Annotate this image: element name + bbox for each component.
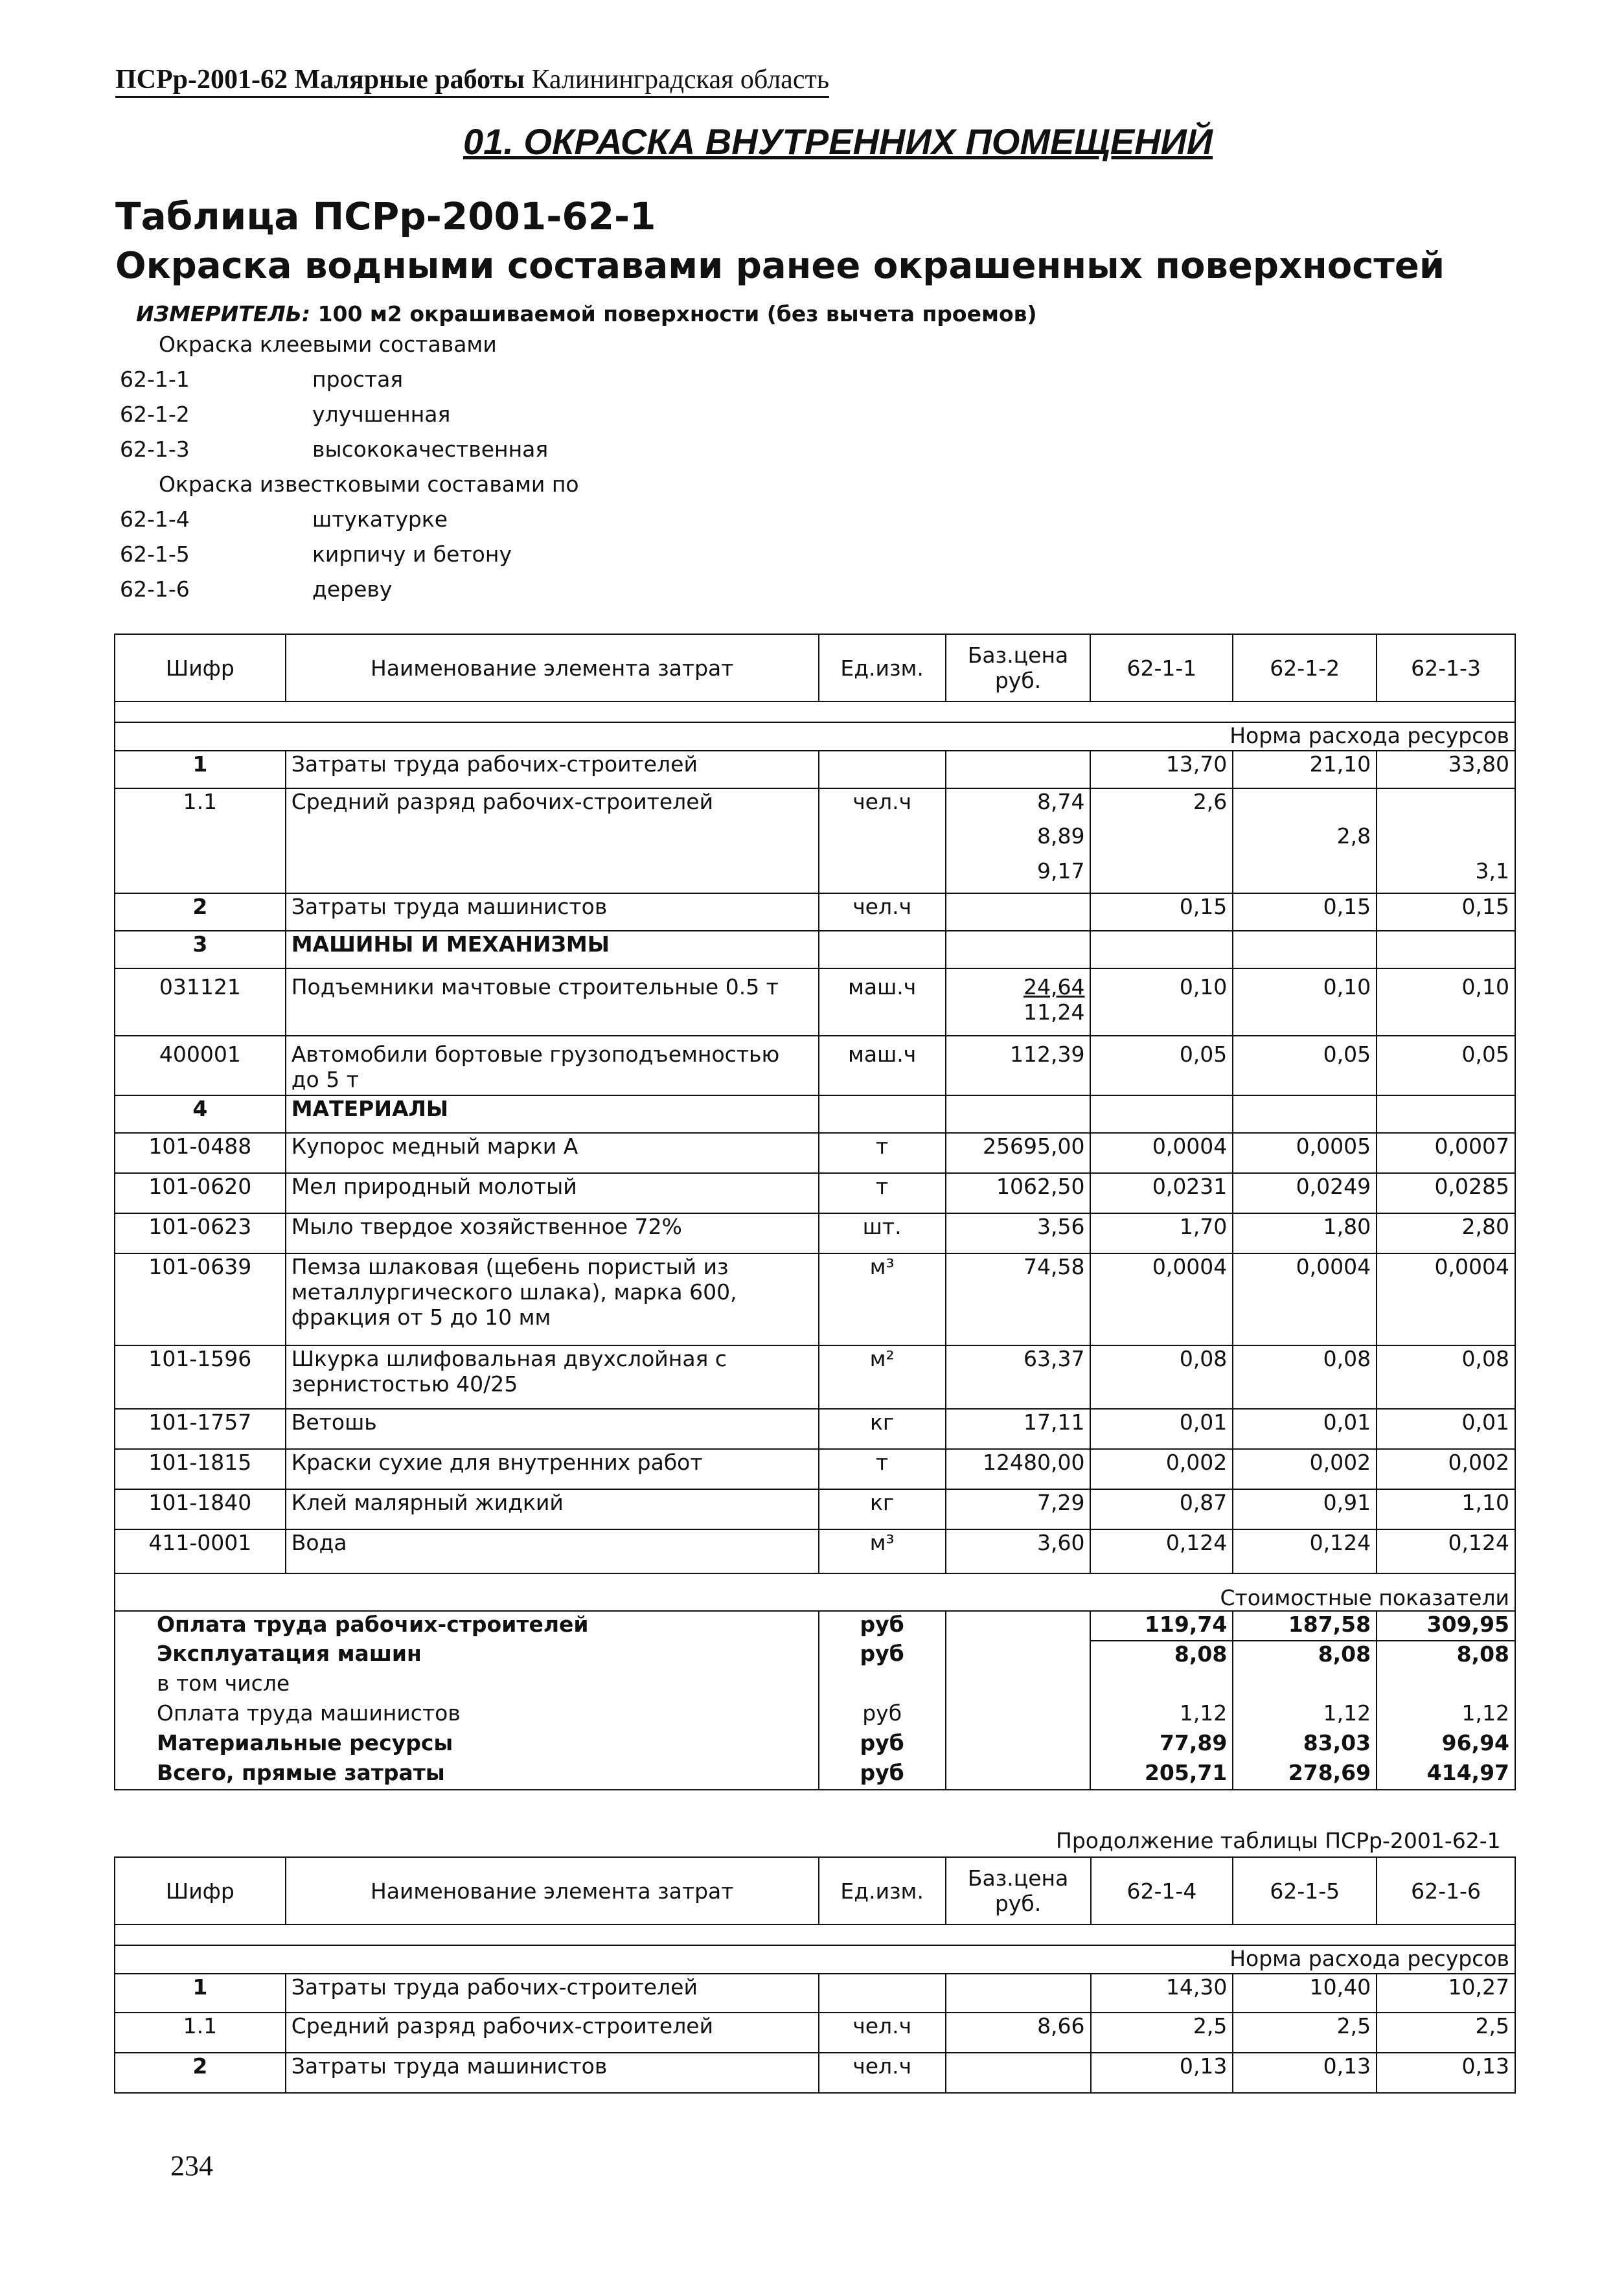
row-price-alt: 11,24 bbox=[1023, 999, 1085, 1025]
row-code: 3 bbox=[115, 931, 286, 968]
running-header bbox=[115, 63, 829, 98]
row-value: 0,124 bbox=[1377, 1529, 1515, 1573]
row-value: 2,8 bbox=[1233, 823, 1377, 858]
cost-value: 187,58 bbox=[1233, 1611, 1377, 1641]
row-value: 0,002 bbox=[1233, 1449, 1377, 1489]
item-code: 62-1-2 bbox=[120, 402, 190, 427]
row-code: 101-1596 bbox=[115, 1345, 286, 1409]
cost-empty bbox=[946, 1611, 1091, 1641]
table-row bbox=[115, 1173, 1515, 1213]
row-value bbox=[1090, 823, 1233, 858]
row-price-cell bbox=[946, 968, 1091, 1036]
cost-value: 8,08 bbox=[1377, 1641, 1515, 1671]
row-unit: т bbox=[819, 1173, 946, 1213]
table-row bbox=[115, 751, 1515, 788]
cost-empty bbox=[946, 1700, 1091, 1730]
norm-label: Норма расхода ресурсов bbox=[115, 1945, 1515, 1974]
table-row bbox=[115, 788, 1515, 823]
row-code: 411-0001 bbox=[115, 1529, 286, 1573]
table-row bbox=[115, 1213, 1515, 1253]
measurer-text: 100 м2 окрашиваемой поверхности (без вычета проемов) bbox=[317, 301, 1037, 326]
row-name: Затраты труда рабочих-строителей bbox=[286, 751, 819, 788]
row-price: 9,17 bbox=[946, 858, 1091, 893]
row-value bbox=[1377, 788, 1515, 823]
row-code: 101-1815 bbox=[115, 1449, 286, 1489]
row-price bbox=[946, 1974, 1091, 2013]
row-value: 10,27 bbox=[1377, 1974, 1515, 2013]
table-row bbox=[115, 1345, 1515, 1409]
row-value: 0,0004 bbox=[1090, 1133, 1233, 1173]
row-value bbox=[1233, 1095, 1377, 1133]
row-value: 0,01 bbox=[1377, 1409, 1515, 1449]
row-price: 3,60 bbox=[946, 1529, 1091, 1573]
row-code: 4 bbox=[115, 1095, 286, 1133]
header-col: 62-1-4 bbox=[1091, 1857, 1233, 1924]
header-price: Баз.цена руб. bbox=[946, 634, 1091, 702]
cost-value bbox=[1377, 1671, 1515, 1700]
row-unit: шт. bbox=[819, 1213, 946, 1253]
table-row bbox=[115, 1489, 1515, 1529]
row-value: 2,5 bbox=[1091, 2013, 1233, 2053]
row-value: 0,05 bbox=[1233, 1036, 1377, 1095]
item-name: простая bbox=[312, 367, 404, 392]
cost-row bbox=[115, 1641, 1515, 1671]
spacer-row bbox=[115, 702, 1515, 722]
cost-unit: руб bbox=[819, 1611, 946, 1641]
item-code: 62-1-3 bbox=[120, 437, 190, 462]
row-price: 8,66 bbox=[946, 2013, 1091, 2053]
cost-value: 205,71 bbox=[1090, 1760, 1233, 1790]
cost-value: 1,12 bbox=[1090, 1700, 1233, 1730]
row-value: 0,91 bbox=[1233, 1489, 1377, 1529]
row-value bbox=[1233, 858, 1377, 893]
row-value: 3,1 bbox=[1377, 858, 1515, 893]
item-name: кирпичу и бетону bbox=[312, 542, 512, 567]
row-code: 101-0620 bbox=[115, 1173, 286, 1213]
header-name: Наименование элемента затрат bbox=[286, 1857, 819, 1924]
row-unit: чел.ч bbox=[819, 2013, 946, 2053]
table-row bbox=[115, 2053, 1515, 2093]
table-number: Таблица ПСРр-2001-62-1 bbox=[115, 194, 656, 238]
row-unit bbox=[819, 931, 946, 968]
cost-empty bbox=[946, 1730, 1091, 1760]
row-code: 2 bbox=[115, 893, 286, 931]
row-name: Средний разряд рабочих-строителей bbox=[286, 788, 819, 823]
cost-empty bbox=[946, 1760, 1091, 1790]
row-unit: чел.ч bbox=[819, 893, 946, 931]
row-value: 33,80 bbox=[1377, 751, 1515, 788]
row-value: 0,01 bbox=[1233, 1409, 1377, 1449]
table-row bbox=[115, 1974, 1515, 2013]
row-code: 031121 bbox=[115, 968, 286, 1036]
row-value: 0,10 bbox=[1233, 968, 1377, 1036]
row-value: 0,08 bbox=[1090, 1345, 1233, 1409]
cost-row bbox=[115, 1611, 1515, 1641]
section-row bbox=[115, 1095, 1515, 1133]
row-code: 101-1757 bbox=[115, 1409, 286, 1449]
cost-value: 83,03 bbox=[1233, 1730, 1377, 1760]
row-unit: кг bbox=[819, 1409, 946, 1449]
row-value: 0,0007 bbox=[1377, 1133, 1515, 1173]
cost-value: 77,89 bbox=[1090, 1730, 1233, 1760]
cost-row bbox=[115, 1730, 1515, 1760]
cost-row bbox=[115, 1671, 1515, 1700]
table-row bbox=[115, 858, 1515, 893]
cost-unit bbox=[819, 1671, 946, 1700]
header-price: Баз.цена руб. bbox=[946, 1857, 1091, 1924]
continuation-label: Продолжение таблицы ПСРр-2001-62-1 bbox=[1056, 1828, 1501, 1853]
item-name: улучшенная bbox=[312, 402, 451, 427]
row-value: 0,13 bbox=[1091, 2053, 1233, 2093]
row-unit: маш.ч bbox=[819, 968, 946, 1036]
row-value: 0,87 bbox=[1090, 1489, 1233, 1529]
cost-value: 309,95 bbox=[1377, 1611, 1515, 1641]
cost-unit: руб bbox=[819, 1730, 946, 1760]
cost-empty bbox=[946, 1671, 1091, 1700]
header-unit: Ед.изм. bbox=[819, 1857, 946, 1924]
row-code: 101-0623 bbox=[115, 1213, 286, 1253]
cost-value: 8,08 bbox=[1233, 1641, 1377, 1671]
row-code: 1 bbox=[115, 1974, 286, 2013]
row-value bbox=[1377, 931, 1515, 968]
row-value: 0,0004 bbox=[1233, 1253, 1377, 1345]
row-price: 25695,00 bbox=[946, 1133, 1091, 1173]
row-value: 10,40 bbox=[1233, 1974, 1377, 2013]
table-title: Окраска водными составами ранее окрашенных поверхностей bbox=[115, 245, 1445, 287]
norm-label: Норма расхода ресурсов bbox=[115, 722, 1515, 751]
row-name: Купорос медный марки А bbox=[286, 1133, 819, 1173]
cost-unit: руб bbox=[819, 1700, 946, 1730]
table-row bbox=[115, 1133, 1515, 1173]
row-value: 0,0005 bbox=[1233, 1133, 1377, 1173]
row-value: 0,0249 bbox=[1233, 1173, 1377, 1213]
row-name: Пемза шлаковая (щебень пористый из металлургического шлака), марка 600, фракция от 5 до 10 мм bbox=[286, 1253, 819, 1345]
cost-value: 1,12 bbox=[1233, 1700, 1377, 1730]
row-value bbox=[1233, 788, 1377, 823]
table-row bbox=[115, 1036, 1515, 1095]
row-value: 0,13 bbox=[1377, 2053, 1515, 2093]
cost-value bbox=[1090, 1671, 1233, 1700]
row-unit: чел.ч bbox=[819, 788, 946, 823]
cost-name: Эксплуатация машин bbox=[115, 1641, 819, 1671]
header-unit: Ед.изм. bbox=[819, 634, 946, 702]
row-unit bbox=[819, 1095, 946, 1133]
table-row bbox=[115, 1449, 1515, 1489]
row-price: 112,39 bbox=[946, 1036, 1091, 1095]
row-value: 14,30 bbox=[1091, 1974, 1233, 2013]
item-code: 62-1-4 bbox=[120, 507, 190, 532]
row-code: 1 bbox=[115, 751, 286, 788]
row-value: 0,01 bbox=[1090, 1409, 1233, 1449]
row-unit: м² bbox=[819, 1345, 946, 1409]
row-value bbox=[1090, 858, 1233, 893]
row-name: Краски сухие для внутренних работ bbox=[286, 1449, 819, 1489]
row-name: Ветошь bbox=[286, 1409, 819, 1449]
norm-label-row bbox=[115, 722, 1515, 751]
row-code: 101-0488 bbox=[115, 1133, 286, 1173]
row-value: 1,80 bbox=[1233, 1213, 1377, 1253]
row-value: 2,5 bbox=[1377, 2013, 1515, 2053]
table-row bbox=[115, 1529, 1515, 1573]
cost-unit: руб bbox=[819, 1641, 946, 1671]
row-value bbox=[1377, 823, 1515, 858]
cost-name: Всего, прямые затраты bbox=[115, 1760, 819, 1790]
row-code: 1.1 bbox=[115, 2013, 286, 2053]
row-value: 0,05 bbox=[1377, 1036, 1515, 1095]
row-price bbox=[946, 2053, 1091, 2093]
row-price: 17,11 bbox=[946, 1409, 1091, 1449]
cost-name: Материальные ресурсы bbox=[115, 1730, 819, 1760]
row-name bbox=[286, 823, 819, 858]
row-name: Подъемники мачтовые строительные 0.5 т bbox=[286, 968, 819, 1036]
row-name: Затраты труда машинистов bbox=[286, 2053, 819, 2093]
row-value: 0,15 bbox=[1090, 893, 1233, 931]
row-name: Шкурка шлифовальная двухслойная с зернистостью 40/25 bbox=[286, 1345, 819, 1409]
row-value: 0,0004 bbox=[1377, 1253, 1515, 1345]
table-row bbox=[115, 1409, 1515, 1449]
measurer bbox=[136, 301, 1037, 326]
row-price bbox=[946, 1095, 1091, 1133]
header-code: Шифр bbox=[115, 1857, 286, 1924]
row-value: 0,08 bbox=[1233, 1345, 1377, 1409]
row-price: 1062,50 bbox=[946, 1173, 1091, 1213]
row-name: МАТЕРИАЛЫ bbox=[286, 1095, 819, 1133]
row-name: Затраты труда рабочих-строителей bbox=[286, 1974, 819, 2013]
row-price: 24,64 bbox=[1023, 974, 1085, 999]
cost-value: 1,12 bbox=[1377, 1700, 1515, 1730]
row-unit: т bbox=[819, 1449, 946, 1489]
row-name: МАШИНЫ И МЕХАНИЗМЫ bbox=[286, 931, 819, 968]
row-value: 0,002 bbox=[1377, 1449, 1515, 1489]
row-value: 0,13 bbox=[1233, 2053, 1377, 2093]
cost-name: Оплата труда машинистов bbox=[115, 1700, 819, 1730]
table-header-row bbox=[115, 634, 1515, 702]
table-row bbox=[115, 893, 1515, 931]
header-name: Наименование элемента затрат bbox=[286, 634, 819, 702]
row-value: 0,15 bbox=[1377, 893, 1515, 931]
row-unit bbox=[819, 1974, 946, 2013]
row-value bbox=[1377, 1095, 1515, 1133]
row-price bbox=[946, 751, 1091, 788]
cost-value: 119,74 bbox=[1090, 1611, 1233, 1641]
row-price: 74,58 bbox=[946, 1253, 1091, 1345]
row-value: 0,0231 bbox=[1090, 1173, 1233, 1213]
row-price: 7,29 bbox=[946, 1489, 1091, 1529]
header-col: 62-1-1 bbox=[1090, 634, 1233, 702]
cost-label: Стоимостные показатели bbox=[115, 1573, 1515, 1611]
header-col: 62-1-2 bbox=[1233, 634, 1377, 702]
resource-table-1 bbox=[114, 634, 1516, 1790]
row-code: 101-1840 bbox=[115, 1489, 286, 1529]
row-code: 101-0639 bbox=[115, 1253, 286, 1345]
item-code: 62-1-5 bbox=[120, 542, 190, 567]
row-unit: кг bbox=[819, 1489, 946, 1529]
measurer-label: ИЗМЕРИТЕЛЬ: bbox=[136, 301, 311, 326]
item-group-label: Окраска известковыми составами по bbox=[159, 472, 579, 497]
row-code: 2 bbox=[115, 2053, 286, 2093]
cost-name: в том числе bbox=[115, 1671, 819, 1700]
row-price: 8,89 bbox=[946, 823, 1091, 858]
cost-label-row bbox=[115, 1573, 1515, 1611]
row-value bbox=[1090, 931, 1233, 968]
header-col: 62-1-5 bbox=[1233, 1857, 1377, 1924]
row-name: Автомобили бортовые грузоподъемностью до 5 т bbox=[286, 1036, 819, 1095]
cost-row bbox=[115, 1760, 1515, 1790]
table-row bbox=[115, 968, 1515, 1036]
row-unit: м³ bbox=[819, 1529, 946, 1573]
row-value: 0,124 bbox=[1090, 1529, 1233, 1573]
row-value: 2,80 bbox=[1377, 1213, 1515, 1253]
header-code: ПСРр-2001-62 Малярные работы bbox=[115, 65, 525, 95]
cost-value: 414,97 bbox=[1377, 1760, 1515, 1790]
section-title: 01. ОКРАСКА ВНУТРЕННИХ ПОМЕЩЕНИЙ bbox=[463, 121, 1213, 162]
cost-empty bbox=[946, 1641, 1091, 1671]
section-row bbox=[115, 931, 1515, 968]
row-unit: т bbox=[819, 1133, 946, 1173]
item-name: штукатурке bbox=[312, 507, 448, 532]
row-value bbox=[1090, 1095, 1233, 1133]
row-value: 2,6 bbox=[1090, 788, 1233, 823]
cost-row bbox=[115, 1700, 1515, 1730]
row-value: 0,124 bbox=[1233, 1529, 1377, 1573]
cost-name: Оплата труда рабочих-строителей bbox=[115, 1611, 819, 1641]
row-unit bbox=[819, 823, 946, 858]
row-price: 63,37 bbox=[946, 1345, 1091, 1409]
table-header-row bbox=[115, 1857, 1515, 1924]
row-unit: чел.ч bbox=[819, 2053, 946, 2093]
row-price bbox=[946, 893, 1091, 931]
row-unit bbox=[819, 751, 946, 788]
row-price: 12480,00 bbox=[946, 1449, 1091, 1489]
row-code bbox=[115, 858, 286, 893]
row-value: 0,05 bbox=[1090, 1036, 1233, 1095]
row-value: 0,0285 bbox=[1377, 1173, 1515, 1213]
row-value: 0,002 bbox=[1090, 1449, 1233, 1489]
cost-value: 96,94 bbox=[1377, 1730, 1515, 1760]
row-name: Мыло твердое хозяйственное 72% bbox=[286, 1213, 819, 1253]
row-unit: маш.ч bbox=[819, 1036, 946, 1095]
header-region: Калининградская область bbox=[531, 65, 829, 95]
row-unit bbox=[819, 858, 946, 893]
row-code: 1.1 bbox=[115, 788, 286, 823]
row-code: 400001 bbox=[115, 1036, 286, 1095]
row-name: Средний разряд рабочих-строителей bbox=[286, 2013, 819, 2053]
row-price: 8,74 bbox=[946, 788, 1091, 823]
table-row bbox=[115, 2013, 1515, 2053]
row-value: 0,10 bbox=[1377, 968, 1515, 1036]
row-name: Мел природный молотый bbox=[286, 1173, 819, 1213]
row-name: Вода bbox=[286, 1529, 819, 1573]
cost-value: 8,08 bbox=[1090, 1641, 1233, 1671]
row-value: 0,0004 bbox=[1090, 1253, 1233, 1345]
row-name bbox=[286, 858, 819, 893]
item-code: 62-1-1 bbox=[120, 367, 190, 392]
row-name: Клей малярный жидкий bbox=[286, 1489, 819, 1529]
row-value: 21,10 bbox=[1233, 751, 1377, 788]
row-name: Затраты труда машинистов bbox=[286, 893, 819, 931]
item-name: высококачественная bbox=[312, 437, 549, 462]
row-price: 3,56 bbox=[946, 1213, 1091, 1253]
item-name: дереву bbox=[312, 577, 393, 602]
header-col: 62-1-6 bbox=[1377, 1857, 1515, 1924]
header-code: Шифр bbox=[115, 634, 286, 702]
row-code bbox=[115, 823, 286, 858]
header-col: 62-1-3 bbox=[1377, 634, 1515, 702]
row-value: 1,70 bbox=[1090, 1213, 1233, 1253]
spacer-row bbox=[115, 1924, 1515, 1945]
row-value: 2,5 bbox=[1233, 2013, 1377, 2053]
cost-unit: руб bbox=[819, 1760, 946, 1790]
item-code: 62-1-6 bbox=[120, 577, 190, 602]
row-value bbox=[1233, 931, 1377, 968]
resource-table-2 bbox=[114, 1856, 1516, 2094]
table-row bbox=[115, 823, 1515, 858]
page-number: 234 bbox=[170, 2150, 213, 2182]
cost-value: 278,69 bbox=[1233, 1760, 1377, 1790]
item-group-label: Окраска клеевыми составами bbox=[159, 332, 497, 357]
row-unit: м³ bbox=[819, 1253, 946, 1345]
norm-label-row bbox=[115, 1945, 1515, 1974]
row-value: 0,15 bbox=[1233, 893, 1377, 931]
cost-value bbox=[1233, 1671, 1377, 1700]
row-value: 0,08 bbox=[1377, 1345, 1515, 1409]
row-price bbox=[946, 931, 1091, 968]
row-value: 0,10 bbox=[1090, 968, 1233, 1036]
table-row bbox=[115, 1253, 1515, 1345]
row-value: 1,10 bbox=[1377, 1489, 1515, 1529]
row-value: 13,70 bbox=[1090, 751, 1233, 788]
